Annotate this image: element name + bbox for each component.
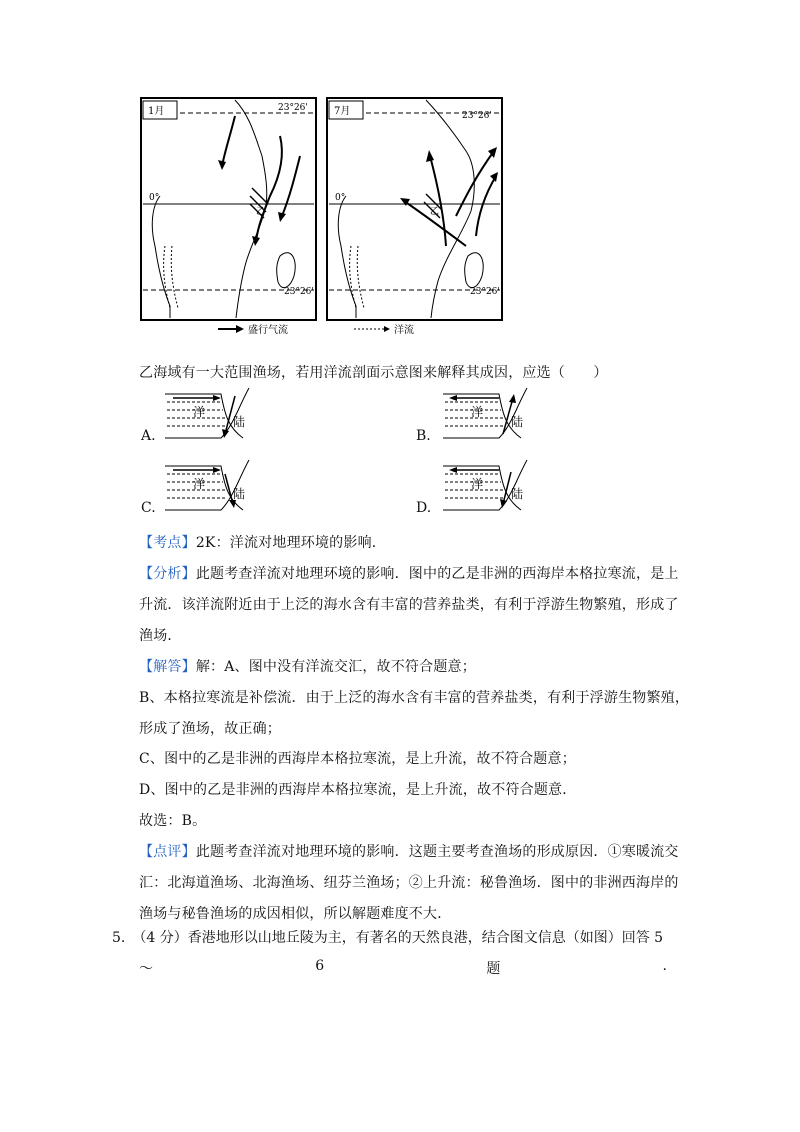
fenxi-tag: 【分析】 <box>139 566 196 582</box>
option-d-diagram[interactable] <box>441 458 541 518</box>
map-month-label: 7月 <box>334 106 351 117</box>
jieda-tag: 【解答】 <box>139 659 196 675</box>
jieda-line-4: C、图中的乙是非洲的西海岸本格拉寒流，是上升流，故不符合题意； <box>139 751 576 767</box>
option-c-letter[interactable]: C. <box>141 500 156 516</box>
fenxi-line-3: 渔场． <box>139 628 182 644</box>
ocean-label: 洋 <box>193 477 206 491</box>
fenxi-text-1: 此题考查洋流对地理环境的影响．图中的乙是非洲的西海岸本格拉寒流，是上 <box>195 566 679 582</box>
answer-line: 故选：B。 <box>139 813 207 829</box>
ocean-label: 洋 <box>471 477 484 491</box>
latitude-label: 23°26' <box>284 287 314 297</box>
map-month-label: 1月 <box>148 106 165 117</box>
dianping-line-2: 汇：北海道渔场、北海渔场、纽芬兰渔场；②上升流：秘鲁渔场．图中的非洲西海岸的 <box>139 875 679 891</box>
latitude-label: 23°26' <box>470 287 500 297</box>
fenxi-line-2: 升流．该洋流附近由于上泛的海水含有丰富的营养盐类，有利于浮游生物繁殖，形成了 <box>139 597 679 613</box>
latitude-label: 23°26' <box>462 111 492 121</box>
option-a-diagram[interactable] <box>163 386 263 446</box>
jieda-line-5: D、图中的乙是非洲的西海岸本格拉寒流，是上升流，故不符合题意． <box>139 782 577 798</box>
latitude-label: 23°26' <box>278 103 308 113</box>
kaodian-text: 2K：洋流对地理环境的影响． <box>195 535 386 551</box>
legend-wind-label: 盛行气流 <box>248 325 288 336</box>
option-b-diagram[interactable] <box>441 386 541 446</box>
map-legend <box>218 323 414 336</box>
dianping-text-1: 此题考查洋流对地理环境的影响．这题主要考查渔场的形成原因．①寒暖流交 <box>195 844 679 860</box>
ocean-current-maps <box>140 96 520 341</box>
kaodian-tag: 【考点】 <box>139 535 196 551</box>
option-d-letter[interactable]: D. <box>416 500 432 516</box>
jieda-line-2: B、本格拉寒流是补偿流．由于上泛的海水含有丰富的营养盐类，有利于浮游生物繁殖， <box>139 690 690 706</box>
dianping-line-3: 渔场与秘鲁渔场的成因相似，所以解题难度不大． <box>139 906 452 922</box>
region-label: 乙 <box>256 207 266 217</box>
july-map <box>327 98 502 320</box>
land-label: 陆 <box>233 415 246 429</box>
dianping-line-1 <box>139 841 679 861</box>
jieda-text-1: 解：A、图中没有洋流交汇，故不符合题意； <box>195 659 476 675</box>
ti-text: 题 <box>486 961 501 977</box>
option-b-letter[interactable]: B. <box>416 428 431 444</box>
question-5-line: 5. （4 分）香港地形以山地丘陵为主，有著名的天然良港，结合图文信息（如图）回答 5 <box>112 930 664 946</box>
period-text: . <box>662 958 667 974</box>
option-c-diagram[interactable] <box>163 458 263 518</box>
ocean-label: 洋 <box>471 405 484 419</box>
january-map <box>141 98 316 320</box>
six-text: 6 <box>315 958 325 974</box>
equator-label: 0° <box>149 193 160 203</box>
equator-label: 0° <box>335 193 346 203</box>
fenxi-line-1 <box>139 563 679 583</box>
legend-current-label: 洋流 <box>394 325 414 336</box>
option-a-letter[interactable]: A. <box>141 428 156 444</box>
jieda-line-1 <box>139 656 476 676</box>
question-text: 乙海域有一大范围渔场，若用洋流剖面示意图来解释其成因，应选（ ） <box>139 365 608 381</box>
region-label: 乙 <box>430 207 440 217</box>
kaodian-line <box>139 532 386 552</box>
dianping-tag: 【点评】 <box>139 844 196 860</box>
jieda-line-3: 形成了渔场，故正确； <box>139 721 281 737</box>
tilde-text: ～ <box>139 961 153 977</box>
ocean-label: 洋 <box>193 405 206 419</box>
land-label: 陆 <box>511 415 524 429</box>
question-5-continuation <box>139 958 667 978</box>
land-label: 陆 <box>511 487 524 501</box>
land-label: 陆 <box>233 487 246 501</box>
